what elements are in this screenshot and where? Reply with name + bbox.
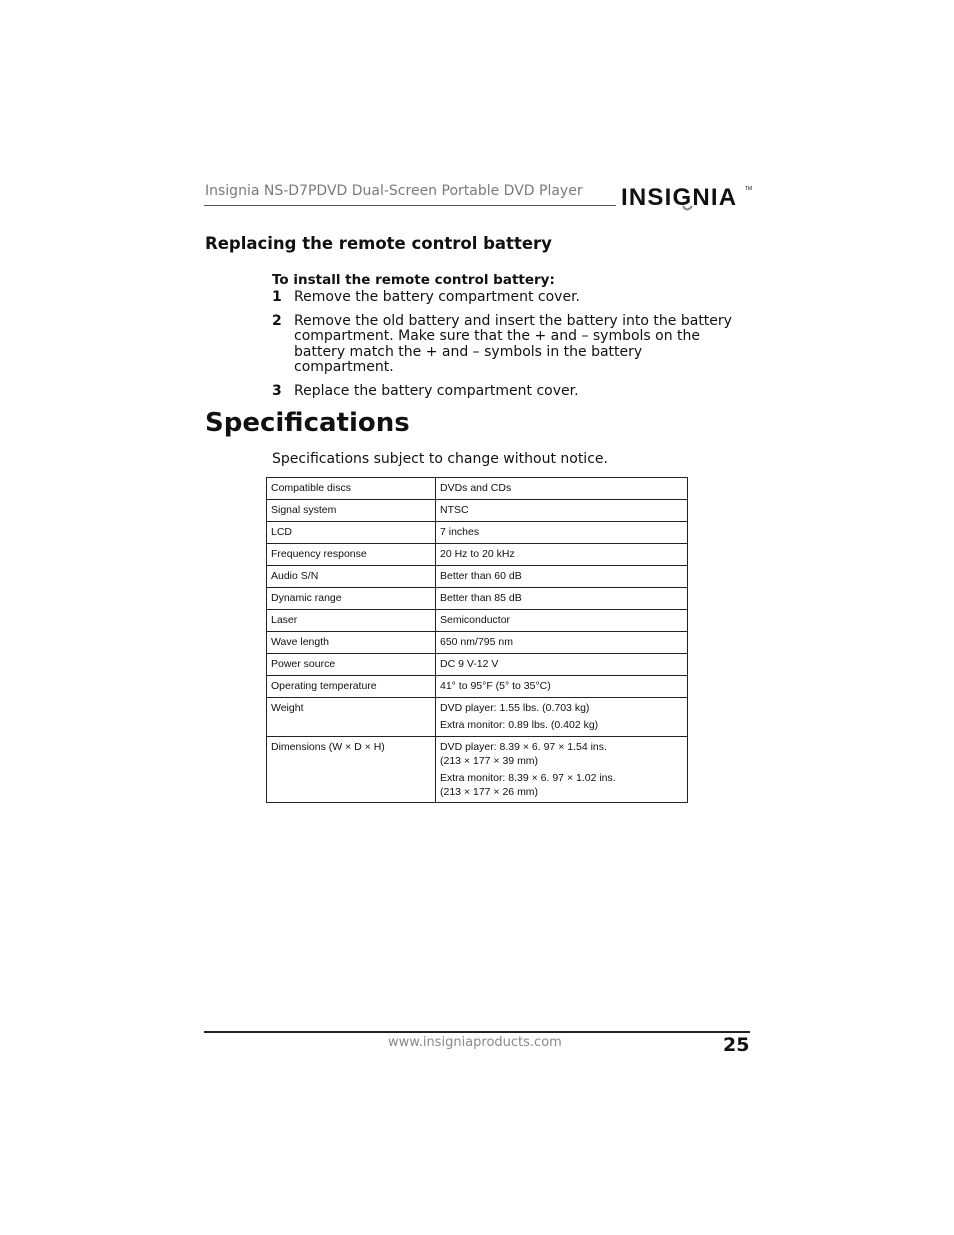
spec-label: LCD	[267, 522, 436, 544]
insignia-logo	[621, 182, 751, 214]
remote-battery-heading: Replacing the remote control battery	[205, 234, 552, 253]
table-row	[267, 588, 688, 610]
running-header-title: Insignia NS-D7PDVD Dual-Screen Portable DVD Player	[205, 183, 583, 199]
weight-line: Extra monitor: 0.89 lbs. (0.402 kg)	[440, 719, 599, 731]
specifications-note: Specifications subject to change without notice.	[272, 451, 608, 467]
spec-value: 20 Hz to 20 kHz	[436, 544, 688, 566]
dimensions-line: (213 × 177 × 26 mm)	[440, 786, 539, 798]
step-text: Replace the battery compartment cover.	[294, 382, 579, 399]
step-number: 2	[272, 312, 282, 329]
steps-list	[272, 290, 732, 407]
spec-label: Dimensions (W × D × H)	[267, 737, 436, 803]
footer-url: www.insigniaproducts.com	[388, 1035, 562, 1050]
header-rule	[204, 205, 616, 206]
table-row	[267, 566, 688, 588]
spec-value: 650 nm/795 nm	[436, 632, 688, 654]
spec-value: Better than 60 dB	[436, 566, 688, 588]
spec-label: Laser	[267, 610, 436, 632]
spec-label: Dynamic range	[267, 588, 436, 610]
table-row	[267, 478, 688, 500]
spec-label: Signal system	[267, 500, 436, 522]
spec-label: Wave length	[267, 632, 436, 654]
spec-value: Semiconductor	[436, 610, 688, 632]
spec-label: Power source	[267, 654, 436, 676]
table-row-weight	[267, 698, 688, 737]
table-row	[267, 676, 688, 698]
weight-line: DVD player: 1.55 lbs. (0.703 kg)	[440, 702, 590, 714]
spec-value	[436, 698, 688, 737]
list-item	[272, 290, 732, 306]
spec-value: Better than 85 dB	[436, 588, 688, 610]
spec-label: Weight	[267, 698, 436, 737]
spec-label: Frequency response	[267, 544, 436, 566]
list-item	[272, 314, 732, 376]
spec-value: 7 inches	[436, 522, 688, 544]
table-row	[267, 632, 688, 654]
dimensions-line: DVD player: 8.39 × 6. 97 × 1.54 ins.	[440, 741, 607, 753]
spec-value: 41° to 95°F (5° to 35°C)	[436, 676, 688, 698]
table-row-dimensions	[267, 737, 688, 803]
table-row	[267, 544, 688, 566]
procedure-heading: To install the remote control battery:	[272, 272, 555, 288]
list-item	[272, 384, 732, 400]
spec-value: DC 9 V-12 V	[436, 654, 688, 676]
specifications-table	[266, 477, 688, 803]
table-row	[267, 522, 688, 544]
page-number: 25	[723, 1034, 750, 1056]
spec-label: Compatible discs	[267, 478, 436, 500]
spec-value	[436, 737, 688, 803]
spec-value: DVDs and CDs	[436, 478, 688, 500]
dimensions-line: (213 × 177 × 39 mm)	[440, 755, 539, 767]
table-row	[267, 610, 688, 632]
table-row	[267, 500, 688, 522]
step-text: Remove the old battery and insert the battery into the battery compartment. Make sure that the + and – symbols on the battery match the + and – symbols in the battery compartment.	[294, 312, 732, 375]
dimensions-line: Extra monitor: 8.39 × 6. 97 × 1.02 ins.	[440, 772, 616, 784]
spec-label: Audio S/N	[267, 566, 436, 588]
step-number: 1	[272, 289, 282, 305]
step-number: 3	[272, 382, 282, 399]
logo-trademark: TM	[745, 186, 753, 192]
footer-rule	[204, 1031, 750, 1033]
spec-value: NTSC	[436, 500, 688, 522]
step-text: Remove the battery compartment cover.	[294, 289, 580, 305]
specifications-heading: Specifications	[205, 408, 410, 438]
spec-label: Operating temperature	[267, 676, 436, 698]
logo-wordmark: INSIGNIA	[621, 184, 738, 211]
table-row	[267, 654, 688, 676]
